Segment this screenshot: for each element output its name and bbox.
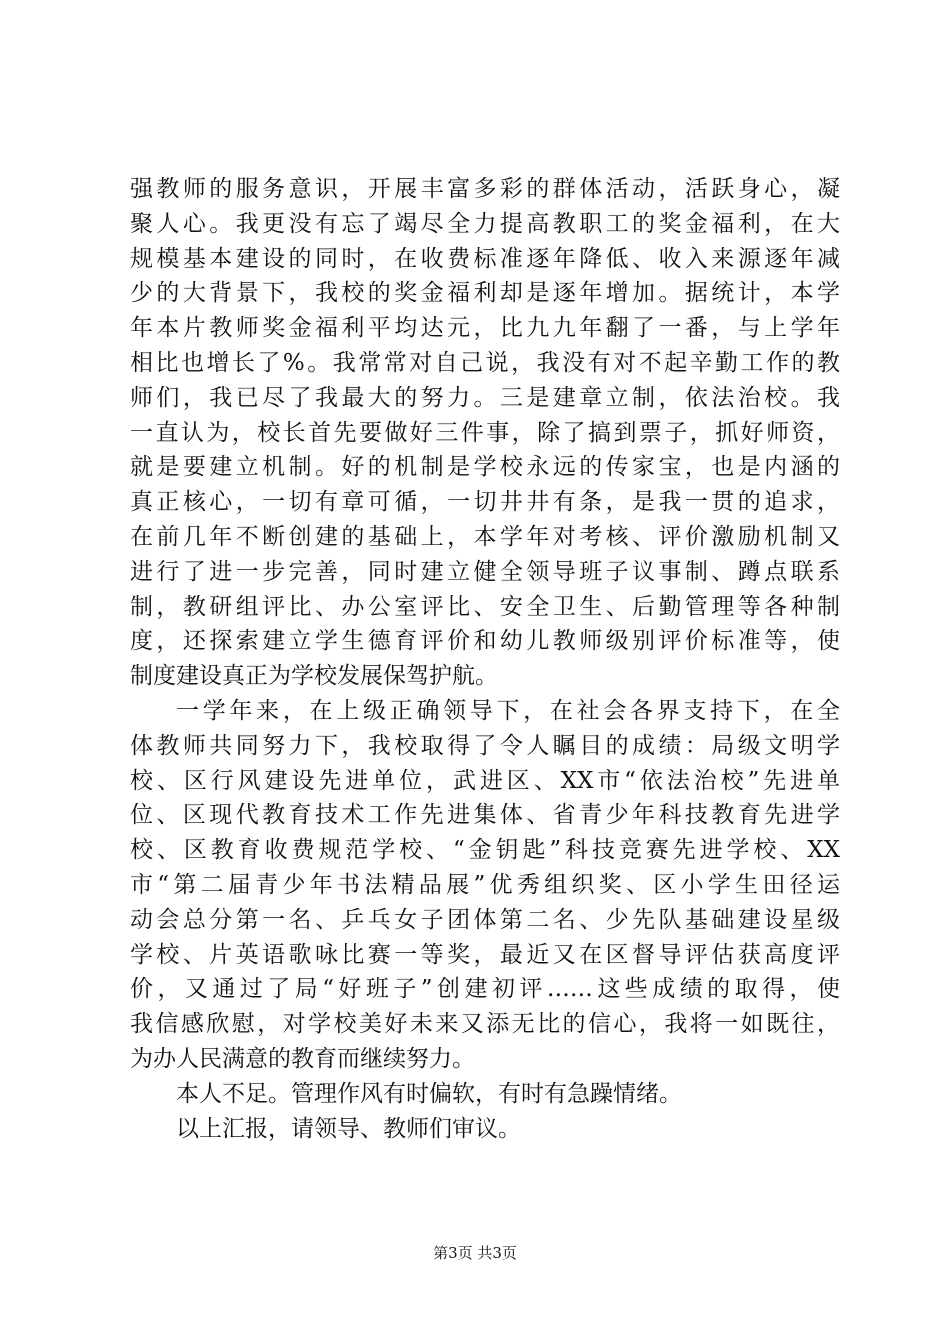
text-line: 聚人心。我更没有忘了竭尽全力提高教职工的奖金福利，在大 — [130, 210, 840, 237]
text-line: 年本片教师奖金福利平均达元，比九九年翻了一番，与上学年 — [130, 315, 840, 342]
text-line: 校、区行风建设先进单位，武进区、XX市“依法治校”先进单 — [130, 767, 840, 794]
text-line: 强教师的服务意识，开展丰富多彩的群体活动，活跃身心，凝 — [130, 176, 840, 202]
text-line: 度，还探索建立学生德育评价和幼儿教师级别评价标准等，使 — [130, 628, 840, 655]
text-line: 真正核心，一切有章可循，一切井井有条，是我一贯的追求， — [130, 489, 840, 516]
text-line: 价，又通过了局“好班子”创建初评……这些成绩的取得，使 — [130, 976, 840, 1003]
text-line: 学校、片英语歌咏比赛一等奖，最近又在区督导评估获高度评 — [130, 941, 840, 968]
text-line: 制度建设真正为学校发展保驾护航。 — [130, 663, 498, 690]
text-line: 动会总分第一名、乒乓女子团体第二名、少先队基础建设星级 — [130, 906, 840, 933]
text-line: 制，教研组评比、办公室评比、安全卫生、后勤管理等各种制 — [130, 593, 840, 620]
text-line: 本人不足。管理作风有时偏软，有时有急躁情绪。 — [176, 1080, 682, 1107]
text-line: 校、区教育收费规范学校、“金钥匙”科技竞赛先进学校、XX — [130, 837, 840, 864]
text-line: 少的大背景下，我校的奖金福利却是逐年增加。据统计，本学 — [130, 280, 840, 307]
text-line: 我信感欣慰，对学校美好未来又添无比的信心，我将一如既往， — [130, 1011, 840, 1038]
text-line: 一直认为，校长首先要做好三件事，除了搞到票子，抓好师资， — [130, 419, 840, 446]
text-line: 师们，我已尽了我最大的努力。三是建章立制，依法治校。我 — [130, 384, 840, 411]
text-line: 就是要建立机制。好的机制是学校永远的传家宝，也是内涵的 — [130, 454, 840, 481]
page-footer: 第3页 共3页 — [433, 1244, 517, 1262]
text-line: 在前几年不断创建的基础上，本学年对考核、评价激励机制又 — [130, 523, 840, 550]
text-line: 为办人民满意的教育而继续努力。 — [130, 1045, 475, 1072]
text-line: 规模基本建设的同时，在收费标准逐年降低、收入来源逐年减 — [130, 245, 840, 272]
text-line: 相比也增长了%。我常常对自己说，我没有对不起辛勤工作的教 — [130, 349, 840, 376]
text-line: 体教师共同努力下，我校取得了令人瞩目的成绩：局级文明学 — [130, 732, 840, 759]
text-line: 一学年来，在上级正确领导下，在社会各界支持下，在全 — [176, 697, 840, 724]
body-text — [130, 172, 840, 1146]
text-line: 位、区现代教育技术工作先进集体、省青少年科技教育先进学 — [130, 802, 840, 829]
text-line: 以上汇报，请领导、教师们审议。 — [176, 1115, 521, 1142]
text-line: 进行了进一步完善，同时建立健全领导班子议事制、蹲点联系 — [130, 558, 840, 585]
text-line: 市“第二届青少年书法精品展”优秀组织奖、区小学生田径运 — [130, 871, 840, 898]
